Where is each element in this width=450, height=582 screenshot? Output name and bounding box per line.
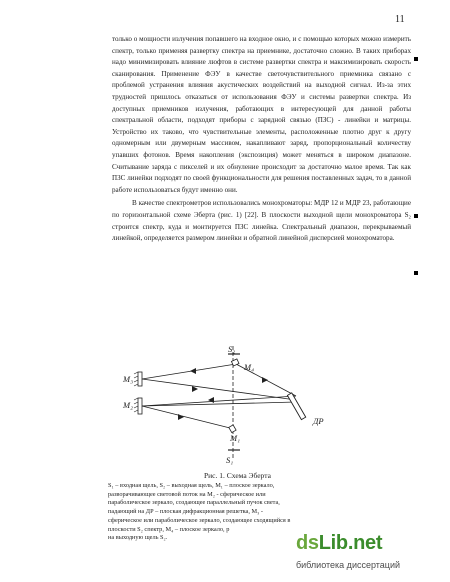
caption-line: S₁ – входная щель, S₂ – выходная щель, M₁ – плоское зеркало,	[108, 482, 275, 489]
margin-mark	[414, 57, 418, 61]
paragraph: только о мощности излучения попавшего на входное окно, и с помощью которых можно измерить спектр, только применяя развертку спектра на приемнике, достаточно сложно. В таких приборах надо минимизировать влияние люфтов в системе развертки спектра и максимизировать скорость сканирования. Применение ФЭУ в качестве светочувствительного приемника связано с проблемой устранения влияния акустических воздействий на выходной сигнал. Из-за этих трудностей пришлось отказаться от использования ФЭУ и системы развертки спектра. Из доступных приемников излучения, работающих в интересующей для данной работы спектральной области, подходят приборы с зарядной связью (ПЗС) - линейки и матрицы. Устройство их таково, что чувствительные элементы, расположенные плотно друг к другу одномерным или двумерным массивом, накапливают заряд, пропорциональный количеству упавших фотонов. Время накопления (экспозиция) может меняться в широком диапазоне. Считывание заряда с пикселей и их обнуление происходит за достаточно малое время. Так как ПЗС линейки подходят по своей функциональности для решения поставленных задач, то в данной работе использоваться будут именно они.	[112, 35, 411, 194]
caption-line: параболическое зеркало, создающее параллельный пучок света,	[108, 499, 280, 507]
caption-line: разворачивающее световой поток на M₂ - сферическое или	[108, 490, 266, 498]
beam-line	[142, 406, 230, 428]
watermark-subtitle: библиотека диссертаций	[296, 560, 401, 570]
label-dr: ДР	[313, 416, 324, 426]
label-s1: S₁	[226, 455, 234, 465]
ebert-diagram	[120, 346, 350, 468]
label-m4: M₄	[244, 362, 255, 372]
margin-mark	[414, 271, 418, 275]
figure-title: Рис. 1. Схема Эберта	[204, 471, 271, 480]
grating	[287, 393, 305, 420]
caption-line: падающий на ДР – плоская дифракционная решетка, M₃ -	[108, 508, 263, 516]
watermark-logo: dsLib.net	[296, 532, 383, 554]
margin-mark	[414, 214, 418, 218]
caption-line: плоскости S₂ спектр, M₄ – плоское зеркало, р	[108, 525, 230, 533]
arrow-icon	[190, 368, 196, 374]
caption-line: сферическое или параболическое зеркало, создающее сходящийся в	[108, 516, 291, 524]
arrow-icon	[178, 414, 184, 420]
watermark	[296, 532, 444, 576]
beam-line	[142, 402, 296, 406]
label-s2: S₂	[228, 346, 236, 354]
arrow-icon	[262, 377, 268, 383]
label-m2: M₂	[123, 400, 134, 410]
arrow-icon	[208, 397, 214, 403]
label-m1: M₁	[230, 433, 241, 443]
body-text	[112, 34, 411, 245]
paragraph: В качестве спектрометров использовались монохроматоры: МДР 12 и МДР 23, работающие по горизонтальной схеме Эберта (рис. 1) [22]. В плоскости выходной щели монохроматора S₂ строится спектр, куда и монтируется ПЗС линейка. Спектральный диапазон, перекрываемый линейкой, определяется размером линейки и обратной линейной дисперсией монохроматора.	[112, 199, 411, 243]
mirror-m2	[138, 398, 142, 414]
mirror-m3	[138, 372, 142, 386]
mirror-m1	[229, 425, 236, 433]
page-number: 11	[395, 14, 405, 25]
label-m3: M₃	[123, 374, 134, 384]
beam-line	[142, 379, 296, 400]
caption-line: на выходную щель S₂.	[108, 534, 168, 542]
beam-line	[142, 396, 296, 406]
beam-line	[142, 364, 236, 379]
